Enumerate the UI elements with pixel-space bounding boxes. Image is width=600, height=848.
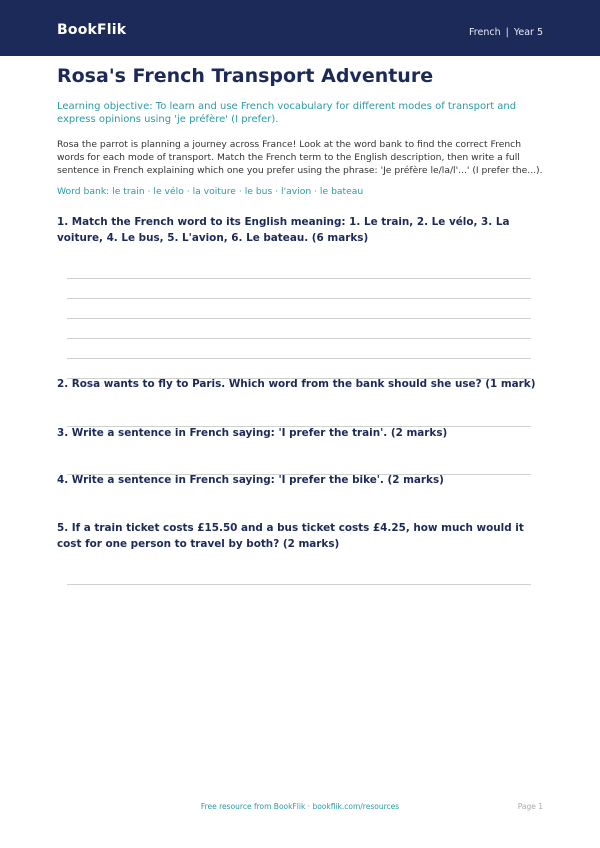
answer-line[interactable] [67,278,531,279]
footer-credit: Free resource from BookFlik · bookflik.com/resources [200,802,400,811]
answer-line[interactable] [67,318,531,319]
subject-label: French [469,27,501,38]
year-label: Year 5 [513,27,543,38]
answer-line[interactable] [67,474,531,475]
answer-line[interactable] [67,338,531,339]
separator: | [505,27,509,38]
answer-line[interactable] [67,426,531,427]
answer-line[interactable] [67,358,531,359]
brand-logo: BookFlik [57,22,127,38]
question-5: 5. If a train ticket costs £15.50 and a bus ticket costs £4.25, how much would it cost for one person to travel by both? (2 marks) [57,522,524,550]
question-2: 2. Rosa wants to fly to Paris. Which word from the bank should she use? (1 mark) [57,378,536,390]
answer-line[interactable] [67,298,531,299]
intro-paragraph: Rosa the parrot is planning a journey across France! Look at the word bank to find the correct French words for each mode of transport. Match the French term to the English description, then write a full sentence in French explaining which one you prefer using the phrase: 'Je préfère le/la/l'...' (I prefer the...). [57,139,543,176]
answer-line[interactable] [67,378,531,379]
page-number: Page 1 [517,802,543,811]
answer-line[interactable] [67,584,531,585]
question-3: 3. Write a sentence in French saying: 'I prefer the train'. (2 marks) [57,427,448,439]
question-1: 1. Match the French word to its English meaning: 1. Le train, 2. Le vélo, 3. La voiture, 4. Le bus, 5. L'avion, 6. Le bateau. (6 marks) [57,216,510,244]
word-bank: Word bank: le train · le vélo · la voiture · le bus · l'avion · le bateau [57,186,364,197]
page-header [0,0,600,56]
subject-year-label [469,27,543,38]
learning-objective: Learning objective: To learn and use French vocabulary for different modes of transport and express opinions using 'je préfère' (I prefer). [57,101,517,125]
worksheet-title: Rosa's French Transport Adventure [57,65,434,87]
question-4: 4. Write a sentence in French saying: 'I prefer the bike'. (2 marks) [57,474,444,486]
